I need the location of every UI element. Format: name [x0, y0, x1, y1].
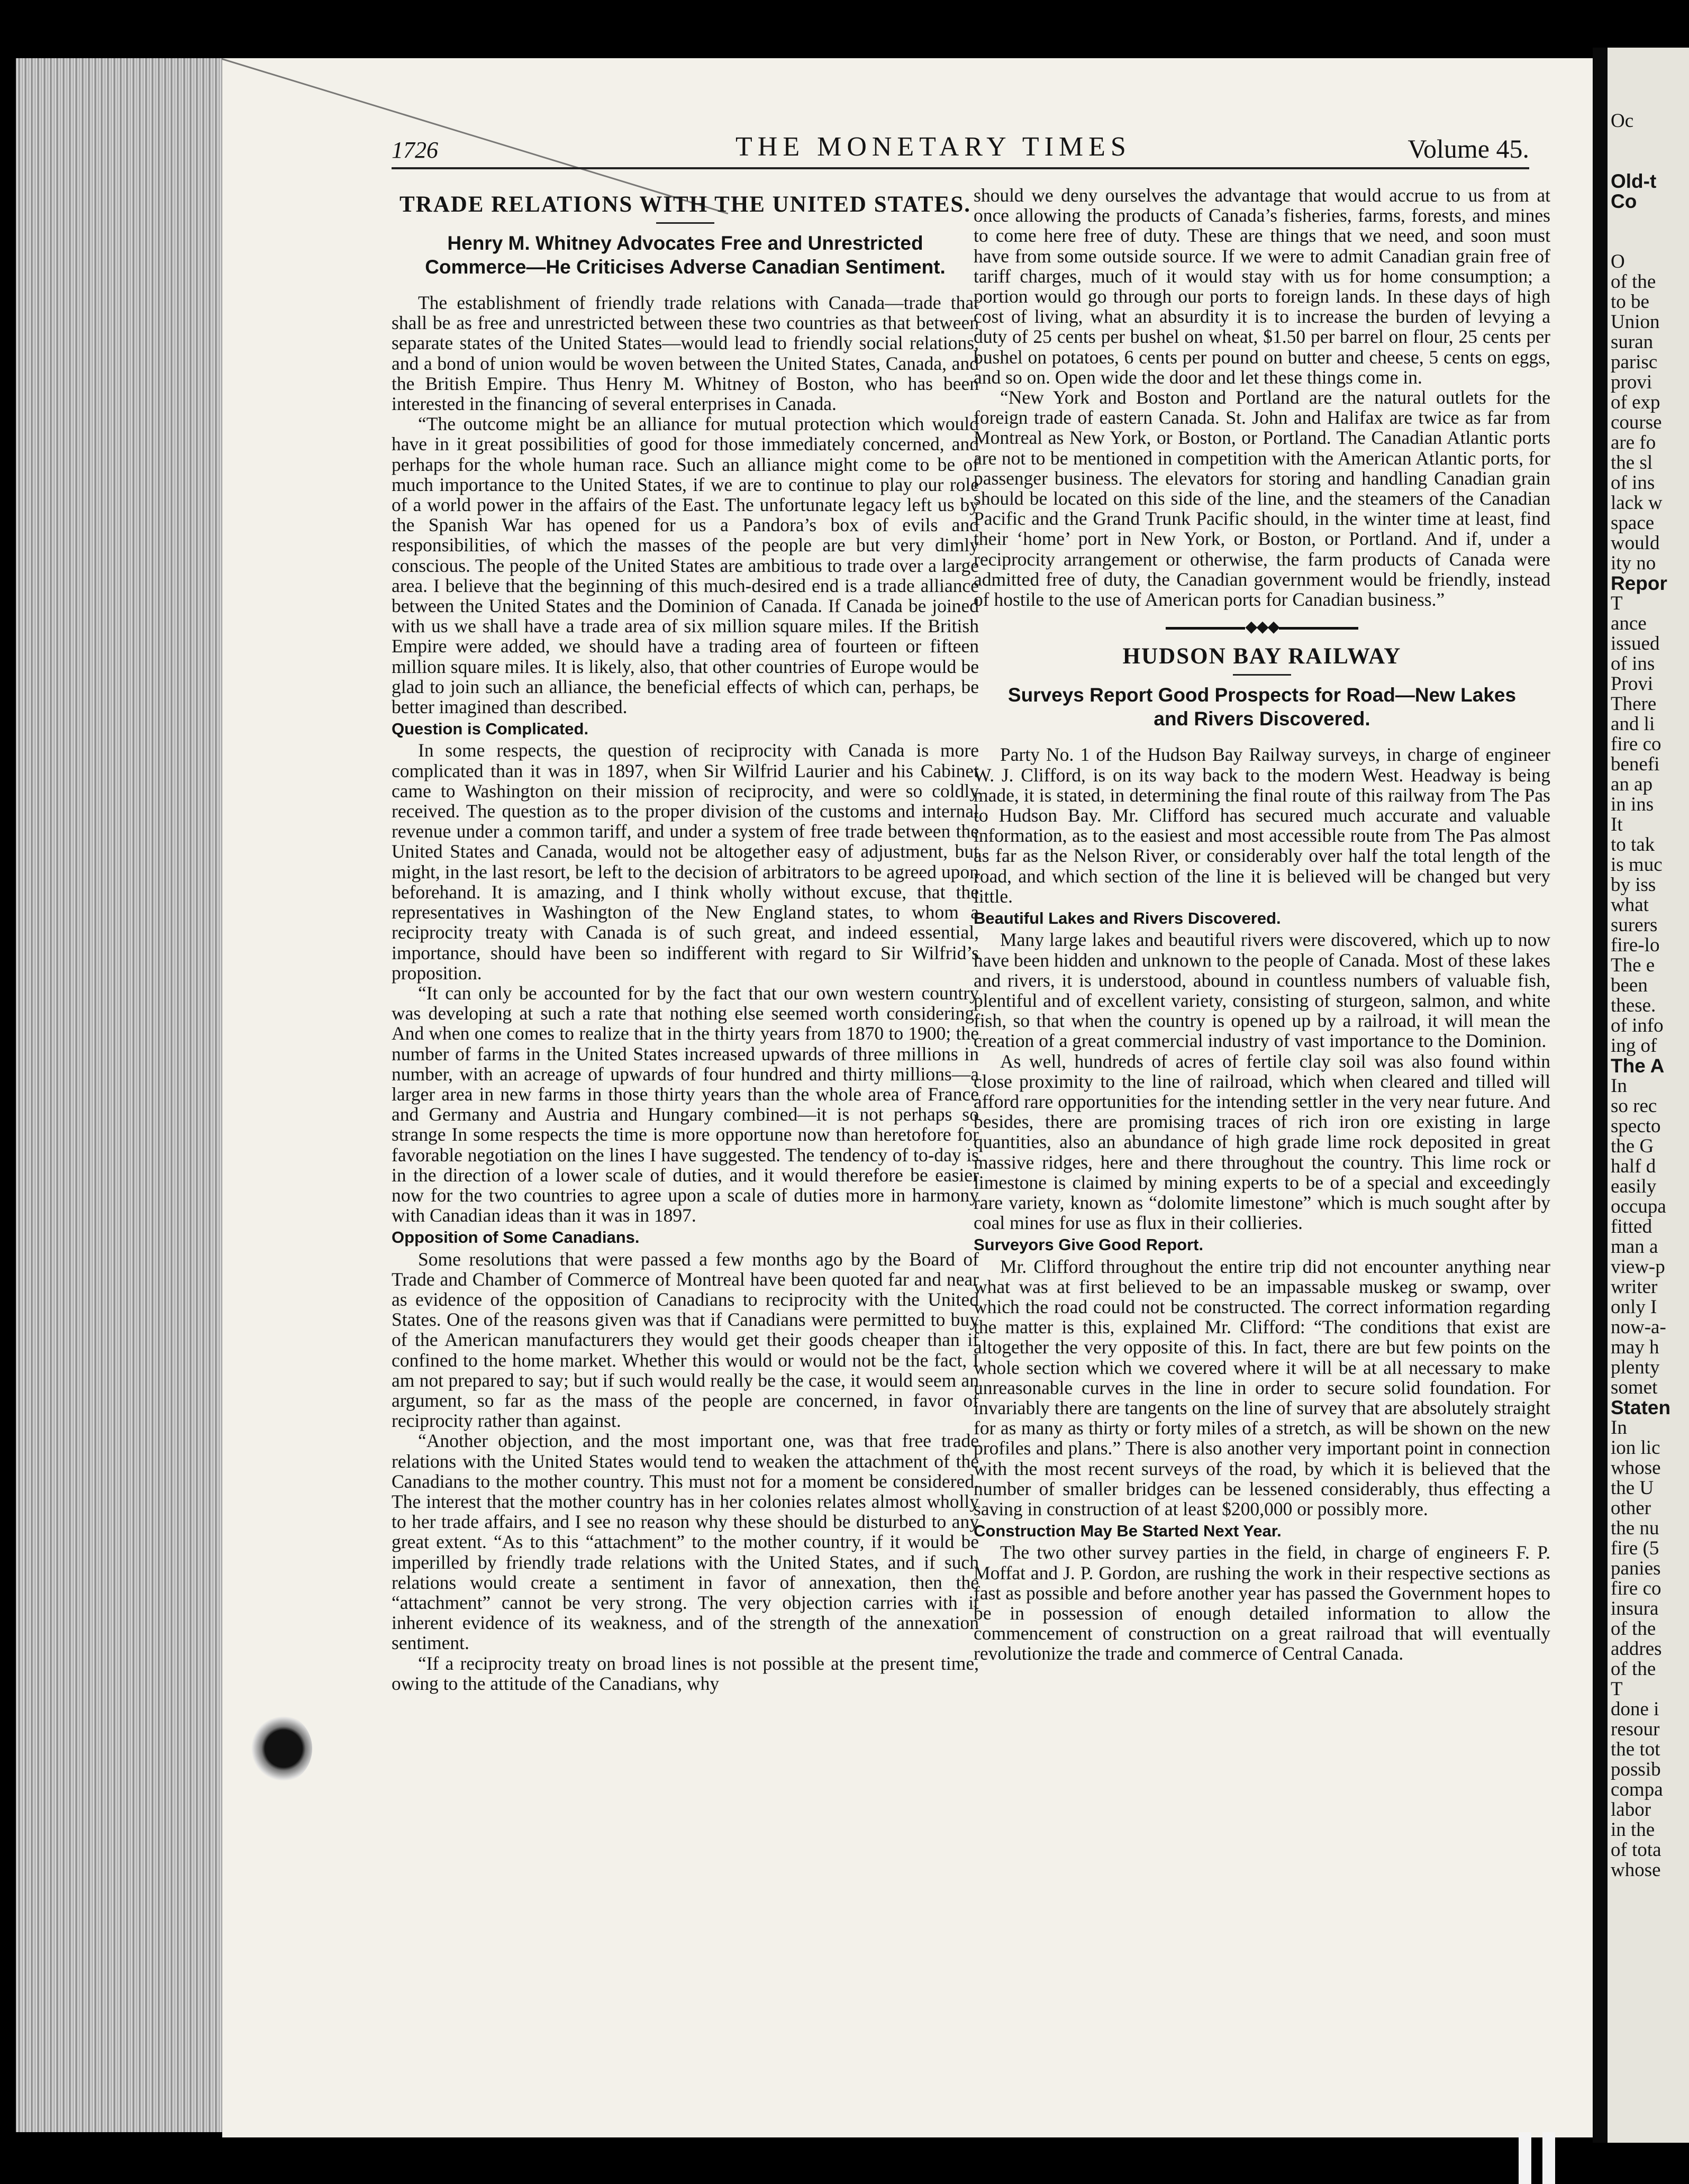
facing-page-line: of the	[1611, 1658, 1656, 1680]
facing-page-line: the sl	[1611, 452, 1653, 474]
facing-page-line: lack w	[1611, 492, 1663, 514]
facing-page-line: other	[1611, 1497, 1651, 1519]
section-heading: Construction May Be Started Next Year.	[974, 1522, 1282, 1541]
paragraph: “Another objection, and the most important one, was that free trade relations with the United States would tend to weaken the attachment of the Canadians to the mother country. This must not for a moment be considered. The interest that the mother country has in her colonies relates almost wholly to her trade affairs, and I see no reason why these should be disturbed to any great extent. “As to this “attachment” to the mother country, if it would be imperilled by friendly trade relations with the United States, and if such relations would create a sentiment in favor of annexation, then the “attachment” cannot be very strong. The very objection carries with it inherent evidence of its weakness, and of the strength of the annexation sentiment.	[392, 1430, 979, 1654]
facing-page-line: labor	[1611, 1799, 1651, 1821]
facing-page-line: so rec	[1611, 1095, 1657, 1117]
facing-page-line: Oc	[1611, 110, 1634, 132]
section-heading: Surveyors Give Good Report.	[974, 1235, 1204, 1254]
facing-page-line: course	[1611, 412, 1662, 433]
title-rule	[656, 222, 714, 224]
paragraph: “The outcome might be an alliance for mutual protection which would have in it great possibilities of good for those immediately concerned, and perhaps for the whole human race. Such an alliance might come to be of much importance to the United States, if we are to continue to play our role of a world power in the affairs of the East. The unfortunate legacy left us by the Spanish War has opened for us a Pandora’s box of evils and responsibilities, of which the masses of the people are but very dimly conscious. The people of the United States are ambitious to trade over a large area. I believe that the beginning of this much-desired end is a trade alliance between the United States and the Dominion of Canada. If Canada be joined with us we shall have a trade area of six million square miles. If the British Empire were added, we should have a trading area of fourteen or fifteen million square miles. It is likely, also, that other countries of Europe would be glad to join such an alliance, the beneficial effects of which can, perhaps, be better imagined than described.	[392, 413, 979, 718]
facing-page-line: Co	[1611, 190, 1637, 212]
facing-page-line: of ins	[1611, 653, 1655, 675]
title-rule	[1233, 674, 1291, 676]
article-subtitle: Henry M. Whitney Advocates Free and Unrestricted Commerce—He Criticises Adverse Canadian Sentiment.	[425, 232, 946, 278]
facing-page-line: of info	[1611, 1015, 1664, 1036]
facing-page-line: resour	[1611, 1718, 1660, 1740]
facing-page-line: In	[1611, 1417, 1627, 1439]
book-page-edges	[16, 58, 238, 2132]
facing-page-line: now-a-	[1611, 1316, 1666, 1338]
facing-page-line: fire (5	[1611, 1537, 1659, 1559]
facing-page-line: an ap	[1611, 774, 1653, 795]
facing-page-line: specto	[1611, 1115, 1661, 1137]
facing-page-line: plenty	[1611, 1357, 1660, 1378]
facing-page-line: The A	[1611, 1055, 1665, 1077]
facing-page-line: insura	[1611, 1598, 1659, 1619]
paragraph: Some resolutions that were passed a few months ago by the Board of Trade and Chamber of Commerce of Montreal have been quoted far and near as evidence of the opposition of Canadians to reciprocity with the United States. One of the reasons given was that if Canadians were permitted to buy of the American manufacturers they would get their goods cheaper than if confined to the home market. Whether this would or would not be the fact, I am not prepared to say; but if such would really be the case, it would seem an argument, so far as the mass of the people are concerned, in favor of reciprocity rather than against.	[392, 1248, 979, 1432]
facing-page-line: man a	[1611, 1236, 1658, 1258]
section-heading: Beautiful Lakes and Rivers Discovered.	[974, 909, 1281, 928]
page-header	[392, 131, 1529, 163]
section-heading: Opposition of Some Canadians.	[392, 1228, 640, 1247]
facing-page-line: half d	[1611, 1155, 1656, 1177]
paragraph: The establishment of friendly trade relations with Canada—trade that shall be as free and unrestricted between these two countries as that between separate states of the United States—would lead to friendly social relations, and a bond of union would be woven between the United States, Canada, and the British Empire. Thus Henry M. Whitney of Boston, who has been interested in the financing of several enterprises in Canada.	[392, 292, 979, 415]
paragraph: As well, hundreds of acres of fertile clay soil was also found within close proximity to the line of railroad, which when cleared and tilled will afford rare opportunities for the intending settler in the very near future. And besides, there are promising traces of rich iron ore existing in large quantities, also an abundance of high grade lime rock deposited in great massive ridges, here and there throughout the country. This lime rock or limestone is claimed by mining experts to be of a special and exceedingly rare variety, known as “dolomite limestone” which is much sought after by coal mines for use as flux in their collieries.	[974, 1050, 1550, 1234]
facing-page-line: of tota	[1611, 1839, 1661, 1861]
volume-label: Volume 45.	[1408, 134, 1529, 163]
article-title: HUDSON BAY RAILWAY	[1122, 644, 1402, 669]
facing-page-fragment	[1608, 48, 1689, 2143]
facing-page-line: in the	[1611, 1819, 1655, 1841]
article-title: TRADE RELATIONS WITH THE UNITED STATES.	[399, 192, 971, 217]
facing-page-line: fitted	[1611, 1216, 1652, 1237]
facing-page-line: these.	[1611, 995, 1656, 1016]
facing-page-line: and li	[1611, 713, 1655, 735]
facing-page-line: ance	[1611, 613, 1647, 634]
facing-page-line: ity no	[1611, 552, 1656, 574]
facing-page-line	[1608, 232, 1689, 252]
facing-page-line: T	[1611, 1678, 1623, 1700]
facing-page-line: are fo	[1611, 432, 1656, 453]
facing-page-line	[1608, 212, 1689, 232]
facing-page-line: parisc	[1611, 351, 1658, 373]
facing-page-line: space	[1611, 512, 1655, 534]
header-rule	[392, 167, 1529, 169]
facing-page-line: of exp	[1611, 392, 1660, 413]
facing-page-line: In	[1611, 1075, 1627, 1097]
facing-page-line: the tot	[1611, 1739, 1660, 1760]
column-left	[392, 185, 979, 1694]
section-heading: Question is Complicated.	[392, 720, 589, 739]
facing-page-line: only I	[1611, 1296, 1657, 1318]
facing-page-line: O	[1611, 251, 1625, 272]
facing-page-line: to be	[1611, 291, 1649, 313]
film-mark	[1519, 2132, 1531, 2184]
facing-page-line: The e	[1611, 954, 1655, 976]
facing-page-line: somet	[1611, 1377, 1658, 1398]
paragraph: “If a reciprocity treaty on broad lines is not possible at the present time, owing to the attitude of the Canadians, why	[392, 1652, 979, 1694]
facing-page-line: whose	[1611, 1457, 1661, 1479]
film-mark	[1542, 2132, 1555, 2184]
paragraph: “It can only be accounted for by the fact that our own western country was developing at such a rate that nothing else seemed worth considering. And when one comes to realize that in the thirty years from 1870 to 1900; the number of farms in the United States increased upwards of three millions in number, with an acreage of upwards of four hundred and thirty millions—a larger area in new farms in those thirty years than the whole area of France and Germany and Austria and Hungary combined—it is not perhaps so strange In some respects the time is more opportune now than heretofore for favorable negotiation on the lines I have suggested. The tendency of to-day is in the direction of a lower scale of duties, and it would therefore be easier now for the two countries to agree upon a scale of duties more in harmony with Canadian ideas than it was in 1897.	[392, 982, 979, 1226]
facing-page-line: Provi	[1611, 673, 1654, 695]
facing-page-line: of the	[1611, 1618, 1656, 1640]
facing-page-line: is muc	[1611, 854, 1663, 876]
binding-hole	[249, 1714, 312, 1783]
page-number: 1726	[392, 137, 438, 163]
paragraph: Many large lakes and beautiful rivers were discovered, which up to now have been hidden and unknown to the people of Canada. Most of these lakes and rivers, it is understood, abound in countless numbers of valuable fish, plentiful and of excellent variety, consisting of sturgeon, salmon, and white fish, so that when the country is opened up by a railroad, it will mean the creation of a great commercial industry of vast importance to the Dominion.	[974, 929, 1550, 1052]
facing-page-line: what	[1611, 894, 1649, 916]
facing-page-line: by iss	[1611, 874, 1656, 896]
masthead: THE MONETARY TIMES	[735, 132, 1131, 162]
facing-page-line: Staten	[1611, 1397, 1671, 1418]
facing-page-line: issued	[1611, 633, 1660, 654]
paragraph: Party No. 1 of the Hudson Bay Railway surveys, in charge of engineer W. J. Clifford, is on its way back to the modern West. Headway is being made, it is stated, in determining the final route of this railway from The Pas to Hudson Bay. Mr. Clifford has secured much accurate and valuable information, as to the easiest and most accessible route from The Pas almost as far as the Nelson River, or considerably over half the total length of the road, and which section of the line it is believed will be changed but very little.	[974, 744, 1550, 907]
facing-page-line: ing of	[1611, 1035, 1657, 1057]
facing-page-line: would	[1611, 532, 1660, 554]
facing-page-line: the nu	[1611, 1517, 1659, 1539]
column-right	[974, 185, 1550, 1664]
section-ornament: ◆◆◆	[974, 617, 1550, 637]
facing-page-line: surers	[1611, 914, 1658, 936]
facing-page-line	[1608, 131, 1689, 151]
facing-page-line: fire co	[1611, 733, 1661, 755]
facing-page-line: whose	[1611, 1859, 1661, 1881]
facing-page-line: Repor	[1611, 572, 1667, 594]
facing-page-line: T	[1611, 593, 1623, 614]
paragraph: In some respects, the question of reciprocity with Canada is more complicated than it was in 1897, when Sir Wilfrid Laurier and his Cabinet came to Washington on their mission of reciprocity, and were so coldly received. The question as to the proper division of the customs and internal revenue under a common tariff, and under a system of free trade between the United States and Canada, would not be altogether easy of adjustment, but might, in the last resort, be left to the decision of arbitrators to be agreed upon beforehand. It is amazing, and I think wholly without excuse, that the representatives in Washington of the New England states, to whom a reciprocity treaty with Canada is of such great, and indeed essential, importance, should have been so indifferent with regard to Sir Wilfrid’s proposition.	[392, 740, 979, 984]
facing-page-line: fire-lo	[1611, 934, 1660, 956]
facing-page-line: suran	[1611, 331, 1654, 353]
facing-page-line: addres	[1611, 1638, 1662, 1660]
facing-page-line: in ins	[1611, 794, 1654, 815]
facing-page-line: to tak	[1611, 834, 1655, 856]
facing-page-line: Union	[1611, 311, 1660, 333]
facing-page-line: Old-t	[1611, 170, 1657, 192]
paragraph: should we deny ourselves the advantage that would accrue to us from at once allowing the products of Canada’s fisheries, farms, forests, and mines to come here free of duty. These are things that we need, and soon must have from some outside source. If we were to admit Canadian grain free of tariff charges, much of it would stay with us for home consumption; a portion would go through our ports to foreign lands. In these days of high cost of living, what an absurdity it is to increase the burden of levying a duty of 25 cents per bushel on wheat, $1.50 per barrel on flour, 25 cents per bushel on potatoes, 6 cents per pound on butter and cheese, 5 cents on eggs, and so on. Open wide the door and let these things come in.	[974, 185, 1550, 388]
facing-page-line: view-p	[1611, 1256, 1665, 1278]
facing-page-line: done i	[1611, 1698, 1659, 1720]
facing-page-line: occupa	[1611, 1196, 1666, 1217]
facing-page-line: of ins	[1611, 472, 1655, 494]
facing-page-line: There	[1611, 693, 1657, 715]
facing-page-line: panies	[1611, 1558, 1661, 1579]
facing-page-line: may h	[1611, 1336, 1659, 1358]
facing-page-line: the G	[1611, 1135, 1654, 1157]
facing-page-line: benefi	[1611, 753, 1660, 775]
facing-page-line: compa	[1611, 1779, 1663, 1800]
facing-page-line: ion lic	[1611, 1437, 1660, 1459]
facing-page-line: the U	[1611, 1477, 1654, 1499]
facing-page-line: possib	[1611, 1759, 1661, 1780]
paragraph: The two other survey parties in the field, in charge of engineers F. P. Moffat and J. P. Gordon, are rushing the work in their respective sections as fast as possible and before another year has passed the Government hopes to be in possession of enough detailed information to allow the commencement of construction on a great railroad that will eventually revolutionize the trade and commerce of Central Canada.	[974, 1542, 1550, 1664]
facing-page-line: easily	[1611, 1176, 1657, 1197]
facing-page-line: It	[1611, 814, 1623, 835]
paragraph: Mr. Clifford throughout the entire trip did not encounter anything near what was at first believed to be an impassable muskeg or swamp, over which the road could not be constructed. The correct information regarding the matter is this, explained Mr. Clifford: “The conditions that exist are altogether the very opposite of this. In fact, there are but few points on the whole section which we covered where it will be at all necessary to make unreasonable curves in the line in order to secure solid foundation. For invariably there are tangents on the line of survey that are absolutely straight for as many as thirty or forty miles of a stretch, as will be shown on the new profiles and plans.” There is also another very important point in connection with the most recent surveys of the road, by which it is believed that the number of smaller bridges can be lessened considerably, thus effecting a saving in construction of at least $200,000 or possibly more.	[974, 1255, 1550, 1519]
facing-page-line: provi	[1611, 371, 1652, 393]
facing-page-line: of the	[1611, 271, 1656, 293]
book-gutter	[1593, 48, 1608, 2143]
facing-page-line: been	[1611, 975, 1648, 996]
facing-page-line: writer	[1611, 1276, 1658, 1298]
paragraph: “New York and Boston and Portland are the natural outlets for the foreign trade of eastern Canada. St. John and Halifax are twice as far from Montreal as New York, or Boston, or Portland. The Canadian Atlantic ports are not to be mentioned in competition with the American Atlantic ports, for passenger business. The elevators for storing and handling Canadian grain should be located on this side of the line, and the steamers of the Canadian Pacific and the Grand Trunk Pacific should, in the winter time at least, find their ‘home’ port in New York, or Boston, or Portland. And if, under a reciprocity arrangement or otherwise, the farm products of Canada were admitted free of duty, the Canadian government would be friendly, instead of hostile to the use of American ports for Canadian business.”	[974, 387, 1550, 611]
facing-page-line: fire co	[1611, 1578, 1661, 1599]
facing-page-line	[1608, 151, 1689, 171]
article-subtitle: Surveys Report Good Prospects for Road—New Lakes and Rivers Discovered.	[1007, 684, 1517, 730]
